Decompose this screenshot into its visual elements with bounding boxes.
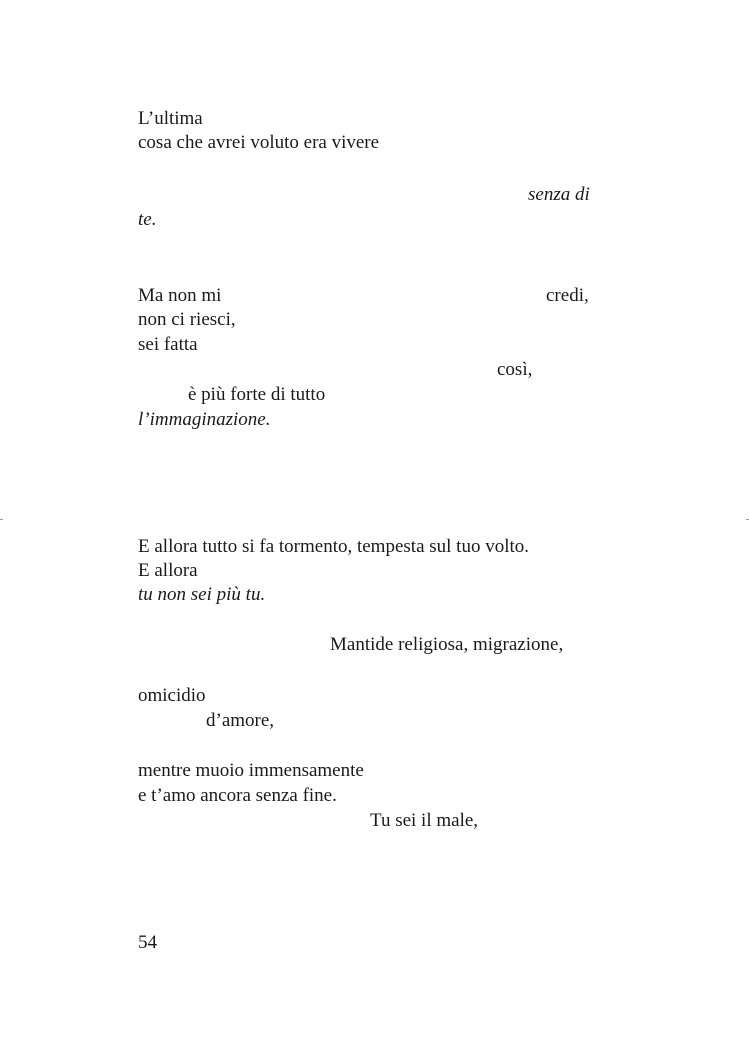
poem-line: d’amore, <box>206 710 275 731</box>
poem-line: è più forte di tutto <box>188 384 326 405</box>
poem-line-italic: te. <box>138 209 157 230</box>
poem-line: omicidio <box>138 685 206 706</box>
poem-line: L’ultima <box>138 108 203 129</box>
poem-line: mentre muoio immensamente <box>138 760 364 781</box>
crop-mark <box>0 519 3 520</box>
poem-line: Mantide religiosa, migrazione, <box>330 634 564 655</box>
poem-line: credi, <box>546 285 589 306</box>
poem-line: cosa che avrei voluto era vivere <box>138 132 380 153</box>
poem-line-italic: senza di <box>528 184 590 205</box>
poem-line: E allora tutto si fa tormento, tempesta sul tuo volto. <box>138 536 530 557</box>
poem-line-italic: tu non sei più tu. <box>138 584 266 605</box>
poem-line: Ma non mi <box>138 285 222 306</box>
poem-line: e t’amo ancora senza fine. <box>138 785 337 806</box>
poem-line: non ci riesci, <box>138 309 236 330</box>
poem-line: sei fatta <box>138 334 198 355</box>
poem-line: E allora <box>138 560 198 581</box>
poem-line: Tu sei il male, <box>370 810 479 831</box>
poem-line-italic: l’immaginazione. <box>138 409 271 430</box>
page-number: 54 <box>138 932 157 953</box>
poem-line: così, <box>497 359 533 380</box>
